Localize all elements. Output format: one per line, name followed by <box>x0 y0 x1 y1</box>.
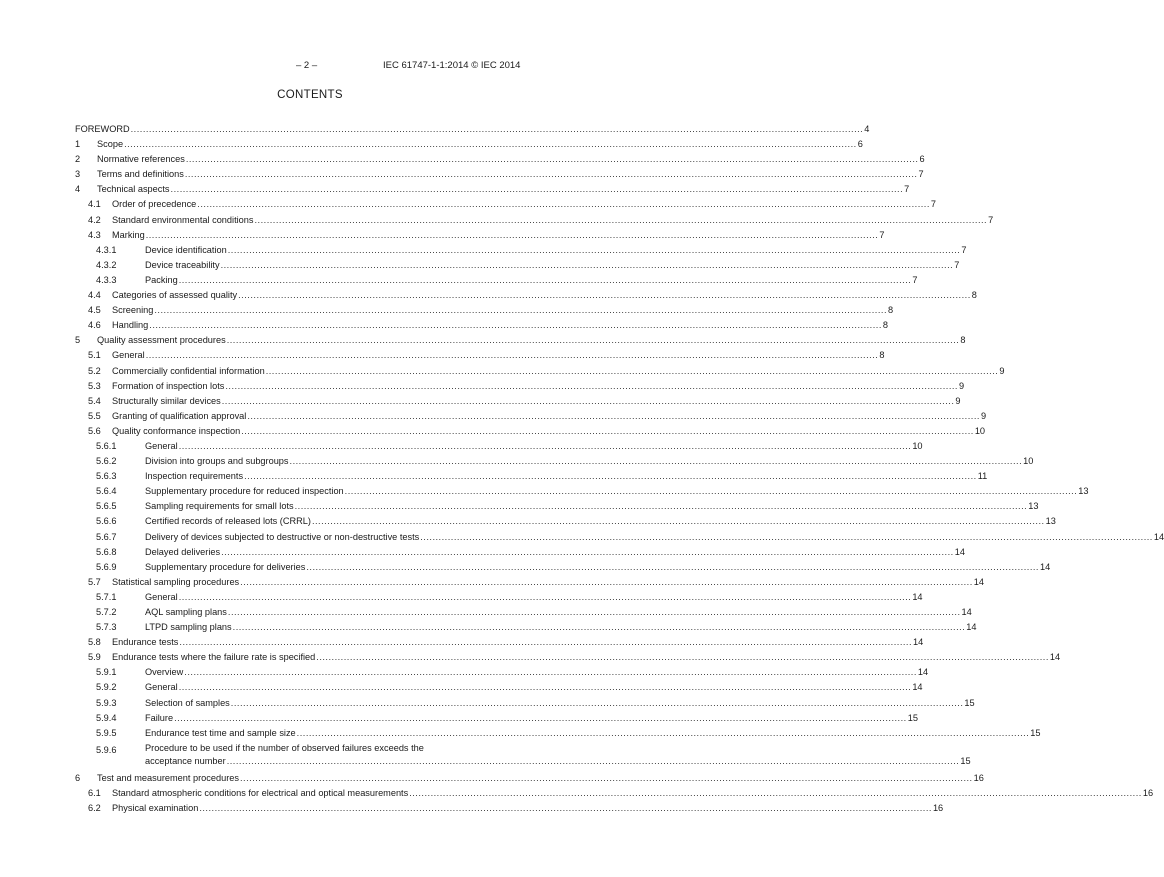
toc-leader-dots <box>244 469 977 484</box>
toc-entry-number: 6.2 <box>88 803 101 814</box>
toc-leader-dots <box>233 620 966 635</box>
toc-leader-dots <box>197 197 930 212</box>
toc-entry-title: Formation of inspection lots <box>112 380 225 391</box>
toc-entry-number: 4.1 <box>88 199 101 210</box>
toc-entry-number: 5.7.1 <box>96 591 117 602</box>
toc-leader-dots <box>179 439 912 454</box>
toc-leader-dots <box>179 590 912 605</box>
toc-entry[interactable] <box>75 575 985 590</box>
toc-leader-dots <box>124 137 857 152</box>
toc-entry-number: 5.5 <box>88 410 101 421</box>
toc-entry-page: 7 <box>954 259 960 270</box>
toc-entry-title: Terms and definitions <box>97 169 184 180</box>
toc-leader-dots <box>221 258 954 273</box>
toc-entry[interactable] <box>75 680 923 695</box>
toc-entry-page: 7 <box>918 169 924 180</box>
toc-leader-dots <box>179 273 912 288</box>
toc-entry-page: 14 <box>912 682 923 693</box>
toc-entry-page: 8 <box>879 350 885 361</box>
toc-leader-dots <box>266 364 999 379</box>
toc-entry-page: 10 <box>974 425 986 436</box>
toc-entry-title: Supplementary procedure for deliveries <box>145 561 306 572</box>
toc-entry[interactable] <box>75 650 1061 665</box>
toc-entry[interactable] <box>75 530 1164 545</box>
toc-entry-page: 8 <box>888 305 894 316</box>
toc-entry-number: 4.3.3 <box>96 274 117 285</box>
toc-entry-number: 5.9.3 <box>96 697 117 708</box>
toc-entry-number: 5.6.1 <box>96 440 117 451</box>
toc-entry-number: 4.5 <box>88 305 101 316</box>
toc-entry-number: 4.3 <box>88 229 101 240</box>
toc-leader-dots <box>171 182 904 197</box>
toc-entry-title: LTPD sampling plans <box>145 622 232 633</box>
toc-entry[interactable] <box>75 333 966 348</box>
toc-entry-title: Delivery of devices subjected to destructive or non-destructive tests <box>145 531 420 542</box>
toc-entry-number: 5.4 <box>88 395 101 406</box>
page-header-standard: IEC 61747-1-1:2014 © IEC 2014 <box>383 60 521 71</box>
toc-leader-dots <box>149 318 882 333</box>
toc-entry-number: 4.3.1 <box>96 244 117 255</box>
toc-entry[interactable] <box>75 696 975 711</box>
toc-entry-page: 10 <box>912 440 923 451</box>
toc-entry[interactable] <box>75 167 924 182</box>
toc-entry-page: 7 <box>879 229 885 240</box>
toc-entry[interactable] <box>75 348 885 363</box>
toc-entry-page: 7 <box>930 199 937 210</box>
toc-leader-dots <box>312 514 1045 529</box>
toc-entry-title: Endurance tests where the failure rate is specified <box>112 652 316 663</box>
toc-entry-title: Test and measurement procedures <box>97 772 239 783</box>
toc-entry-page: 7 <box>961 244 967 255</box>
table-of-contents <box>75 122 1164 816</box>
toc-entry-number: 5.6.2 <box>96 456 117 467</box>
toc-entry-number: 4.4 <box>88 290 101 301</box>
toc-entry-number: 3 <box>75 169 81 180</box>
toc-entry[interactable] <box>75 152 925 167</box>
toc-entry[interactable] <box>75 318 889 333</box>
toc-entry-number: 5.7 <box>88 576 101 587</box>
toc-leader-dots <box>146 228 879 243</box>
toc-leader-dots <box>316 650 1049 665</box>
toc-entry-page: 16 <box>932 803 944 814</box>
toc-leader-dots <box>154 303 887 318</box>
toc-leader-dots <box>228 243 961 258</box>
toc-entry-page: 15 <box>960 755 971 766</box>
toc-entry-number: 5.9.2 <box>96 682 117 693</box>
toc-entry[interactable] <box>75 560 1051 575</box>
toc-entry-number: 5.9.5 <box>96 727 117 738</box>
toc-entry-number: 5.9.4 <box>96 712 117 723</box>
toc-leader-dots <box>225 379 958 394</box>
toc-entry-number: 4.2 <box>88 214 101 225</box>
toc-entry-title: Standard environmental conditions <box>112 214 254 225</box>
toc-entry-title: Endurance tests <box>112 637 179 648</box>
toc-entry-page: 14 <box>966 622 977 633</box>
toc-entry-page: 15 <box>1030 727 1041 738</box>
toc-entry-number: 5.9.1 <box>96 667 117 678</box>
toc-entry-title: Scope <box>97 139 124 150</box>
toc-entry[interactable] <box>75 197 937 212</box>
toc-entry-page: 15 <box>907 712 918 723</box>
toc-entry-number: 4.6 <box>88 320 101 331</box>
toc-entry-page: 4 <box>864 124 870 134</box>
toc-entry-page: 13 <box>1078 486 1089 497</box>
toc-entry-title: Commercially confidential information <box>112 365 265 376</box>
toc-entry-page: 14 <box>1049 652 1061 663</box>
toc-entry-page: 8 <box>960 335 966 346</box>
toc-entry[interactable] <box>75 424 986 439</box>
toc-entry-number: 2 <box>75 154 81 165</box>
toc-entry-title: Inspection requirements <box>145 471 244 482</box>
toc-entry-page: 14 <box>1153 531 1164 542</box>
toc-entry[interactable] <box>75 484 1089 499</box>
toc-entry-title: Delayed deliveries <box>145 546 221 557</box>
toc-leader-dots <box>221 545 954 560</box>
toc-entry-page: 6 <box>857 139 863 150</box>
toc-entry-page: 10 <box>1023 456 1034 467</box>
toc-leader-dots <box>241 424 974 439</box>
toc-entry[interactable] <box>75 711 918 726</box>
contents-title: CONTENTS <box>277 89 343 101</box>
toc-entry-number: 4.3.2 <box>96 259 117 270</box>
toc-leader-dots <box>227 754 960 768</box>
toc-leader-dots <box>174 711 907 726</box>
toc-leader-dots <box>222 394 955 409</box>
toc-entry-title: Categories of assessed quality <box>112 290 238 301</box>
toc-entry-title: Supplementary procedure for reduced inspection <box>145 486 344 497</box>
toc-entry[interactable] <box>75 182 910 197</box>
toc-entry-title: Structurally similar devices <box>112 395 221 406</box>
toc-entry-title: Certified records of released lots (CRRL) <box>145 516 311 527</box>
toc-entry[interactable] <box>75 665 929 680</box>
toc-leader-dots <box>409 786 1142 801</box>
toc-entry-page: 14 <box>954 546 965 557</box>
toc-entry-title: Normative references <box>97 154 185 165</box>
toc-entry-page: 8 <box>882 320 889 331</box>
toc-leader-dots <box>179 680 912 695</box>
toc-entry-page: 14 <box>973 576 985 587</box>
toc-entry-page: 16 <box>1142 787 1154 798</box>
toc-entry[interactable] <box>75 243 967 258</box>
toc-entry-page: 7 <box>912 274 918 285</box>
toc-entry-number: 1 <box>75 139 81 150</box>
toc-leader-dots <box>238 288 971 303</box>
toc-entry[interactable] <box>75 213 994 228</box>
toc-leader-dots <box>228 605 961 620</box>
toc-entry-title: Screening <box>112 305 154 316</box>
toc-entry[interactable] <box>75 379 965 394</box>
toc-leader-dots <box>297 726 1030 741</box>
toc-entry-number: 4 <box>75 184 81 195</box>
toc-entry-page: 15 <box>964 697 975 708</box>
toc-entry-title: Statistical sampling procedures <box>112 576 240 587</box>
toc-entry-number: 5.6.6 <box>96 516 117 527</box>
toc-leader-dots <box>179 635 912 650</box>
toc-entry[interactable] <box>75 137 863 152</box>
toc-entry-title: Procedure to be used if the number of observed failures exceeds the <box>145 742 424 753</box>
toc-entry[interactable] <box>75 409 987 424</box>
toc-entry[interactable] <box>75 801 944 816</box>
toc-entry-title: Division into groups and subgroups <box>145 456 289 467</box>
toc-leader-dots <box>227 333 960 348</box>
toc-entry-number: 6.1 <box>88 787 101 798</box>
toc-entry-page: 6 <box>919 154 925 165</box>
toc-leader-dots <box>199 801 932 816</box>
toc-entry[interactable] <box>75 620 977 635</box>
toc-entry-title: Technical aspects <box>97 184 170 195</box>
toc-entry[interactable] <box>75 469 988 484</box>
toc-leader-dots <box>345 484 1078 499</box>
toc-entry-number: 5.1 <box>88 350 101 361</box>
toc-entry-number: 5.2 <box>88 365 101 376</box>
toc-entry[interactable] <box>75 499 1039 514</box>
toc-entry-title: Standard atmospheric conditions for electrical and optical measurements <box>112 787 409 798</box>
toc-entry-page: 7 <box>988 214 994 225</box>
toc-leader-dots <box>306 560 1039 575</box>
toc-leader-dots <box>240 771 973 786</box>
toc-entry-number: 5.6.8 <box>96 546 117 557</box>
toc-entry-page: 9 <box>980 410 987 421</box>
toc-entry-title: Device identification <box>145 244 227 255</box>
toc-entry-number: 5.6 <box>88 425 101 436</box>
toc-leader-dots <box>131 122 864 137</box>
toc-leader-dots <box>184 665 917 680</box>
toc-entry-number: 5.3 <box>88 380 101 391</box>
toc-entry-title: Endurance test time and sample size <box>145 727 296 738</box>
toc-entry-page: 8 <box>971 290 977 301</box>
toc-entry-number: 5.7.3 <box>96 622 117 633</box>
toc-entry-number: 5.9 <box>88 652 101 663</box>
toc-entry-page: 14 <box>1039 561 1051 572</box>
toc-entry-page: 7 <box>904 184 910 195</box>
toc-entry[interactable] <box>75 439 923 454</box>
toc-entry-page: 16 <box>973 772 984 783</box>
toc-entry-title: Granting of qualification approval <box>112 410 247 421</box>
toc-leader-dots <box>240 575 973 590</box>
toc-entry-page: 13 <box>1045 516 1056 527</box>
toc-entry-title: Physical examination <box>112 803 199 814</box>
toc-entry[interactable] <box>75 394 961 409</box>
toc-entry-title: General <box>145 591 178 602</box>
toc-entry-title: General <box>145 440 178 451</box>
toc-entry[interactable] <box>75 258 960 273</box>
toc-entry-number: 6 <box>75 772 81 783</box>
toc-entry-title: FOREWORD <box>75 124 130 134</box>
toc-leader-dots <box>185 167 918 182</box>
toc-leader-dots <box>290 454 1023 469</box>
toc-entry-page: 9 <box>999 365 1005 376</box>
toc-leader-dots <box>146 348 879 363</box>
toc-entry[interactable] <box>75 454 1034 469</box>
toc-entry-page: 9 <box>955 395 961 406</box>
toc-entry-title: Device traceability <box>145 259 220 270</box>
toc-entry[interactable] <box>75 771 984 786</box>
toc-entry[interactable] <box>75 786 1154 801</box>
toc-entry-title: Quality conformance inspection <box>112 425 241 436</box>
toc-entry-title: Quality assessment procedures <box>97 335 226 346</box>
toc-entry-number: 5.6.9 <box>96 561 117 572</box>
toc-entry[interactable] <box>75 122 870 137</box>
toc-entry[interactable] <box>75 726 1041 741</box>
toc-entry[interactable] <box>75 545 965 560</box>
toc-leader-dots <box>254 213 987 228</box>
toc-entry-title: Selection of samples <box>145 697 230 708</box>
toc-leader-dots <box>295 499 1028 514</box>
toc-entry[interactable] <box>75 303 894 318</box>
toc-entry-number: 5.9.6 <box>96 744 117 755</box>
toc-leader-dots <box>247 409 980 424</box>
toc-leader-dots <box>186 152 919 167</box>
toc-leader-dots <box>231 696 964 711</box>
toc-entry-number: 5.8 <box>88 637 101 648</box>
toc-entry-number: 5.6.7 <box>96 531 117 542</box>
toc-entry-page: 13 <box>1028 501 1039 512</box>
toc-entry-title-continued: acceptance number <box>145 755 226 766</box>
toc-entry-number: 5 <box>75 335 81 346</box>
toc-entry[interactable] <box>75 605 972 620</box>
toc-leader-dots <box>420 530 1153 545</box>
toc-entry-page: 14 <box>912 591 923 602</box>
toc-entry-page: 14 <box>961 607 972 617</box>
toc-entry-title: Order of precedence <box>112 199 197 210</box>
toc-entry[interactable] <box>75 590 923 605</box>
toc-entry-title: General <box>145 682 178 693</box>
toc-entry-title: General <box>112 350 145 361</box>
toc-entry[interactable] <box>75 288 977 303</box>
toc-entry-title: Marking <box>112 229 145 240</box>
toc-entry-number: 5.7.2 <box>96 607 117 617</box>
toc-entry-title: Failure <box>145 712 174 723</box>
toc-entry-title: Overview <box>145 667 184 678</box>
toc-entry[interactable] <box>75 228 885 243</box>
toc-entry-title: AQL sampling plans <box>145 607 227 617</box>
toc-entry-page: 9 <box>958 380 965 391</box>
toc-entry[interactable] <box>75 514 1056 529</box>
toc-entry[interactable] <box>75 635 924 650</box>
toc-entry[interactable] <box>75 273 918 288</box>
toc-entry-page: 14 <box>913 637 924 648</box>
toc-entry-number: 5.6.5 <box>96 501 117 512</box>
toc-entry-title: Handling <box>112 320 149 331</box>
toc-entry-number: 5.6.3 <box>96 471 117 482</box>
page-header-number: – 2 – <box>296 60 318 71</box>
toc-entry[interactable] <box>75 364 1005 379</box>
toc-entry-page: 14 <box>917 667 929 678</box>
toc-entry-title: Packing <box>145 274 178 285</box>
toc-entry-page: 11 <box>977 471 988 482</box>
toc-entry[interactable] <box>75 741 971 771</box>
toc-entry-number: 5.6.4 <box>96 486 117 497</box>
toc-entry-title: Sampling requirements for small lots <box>145 501 294 512</box>
